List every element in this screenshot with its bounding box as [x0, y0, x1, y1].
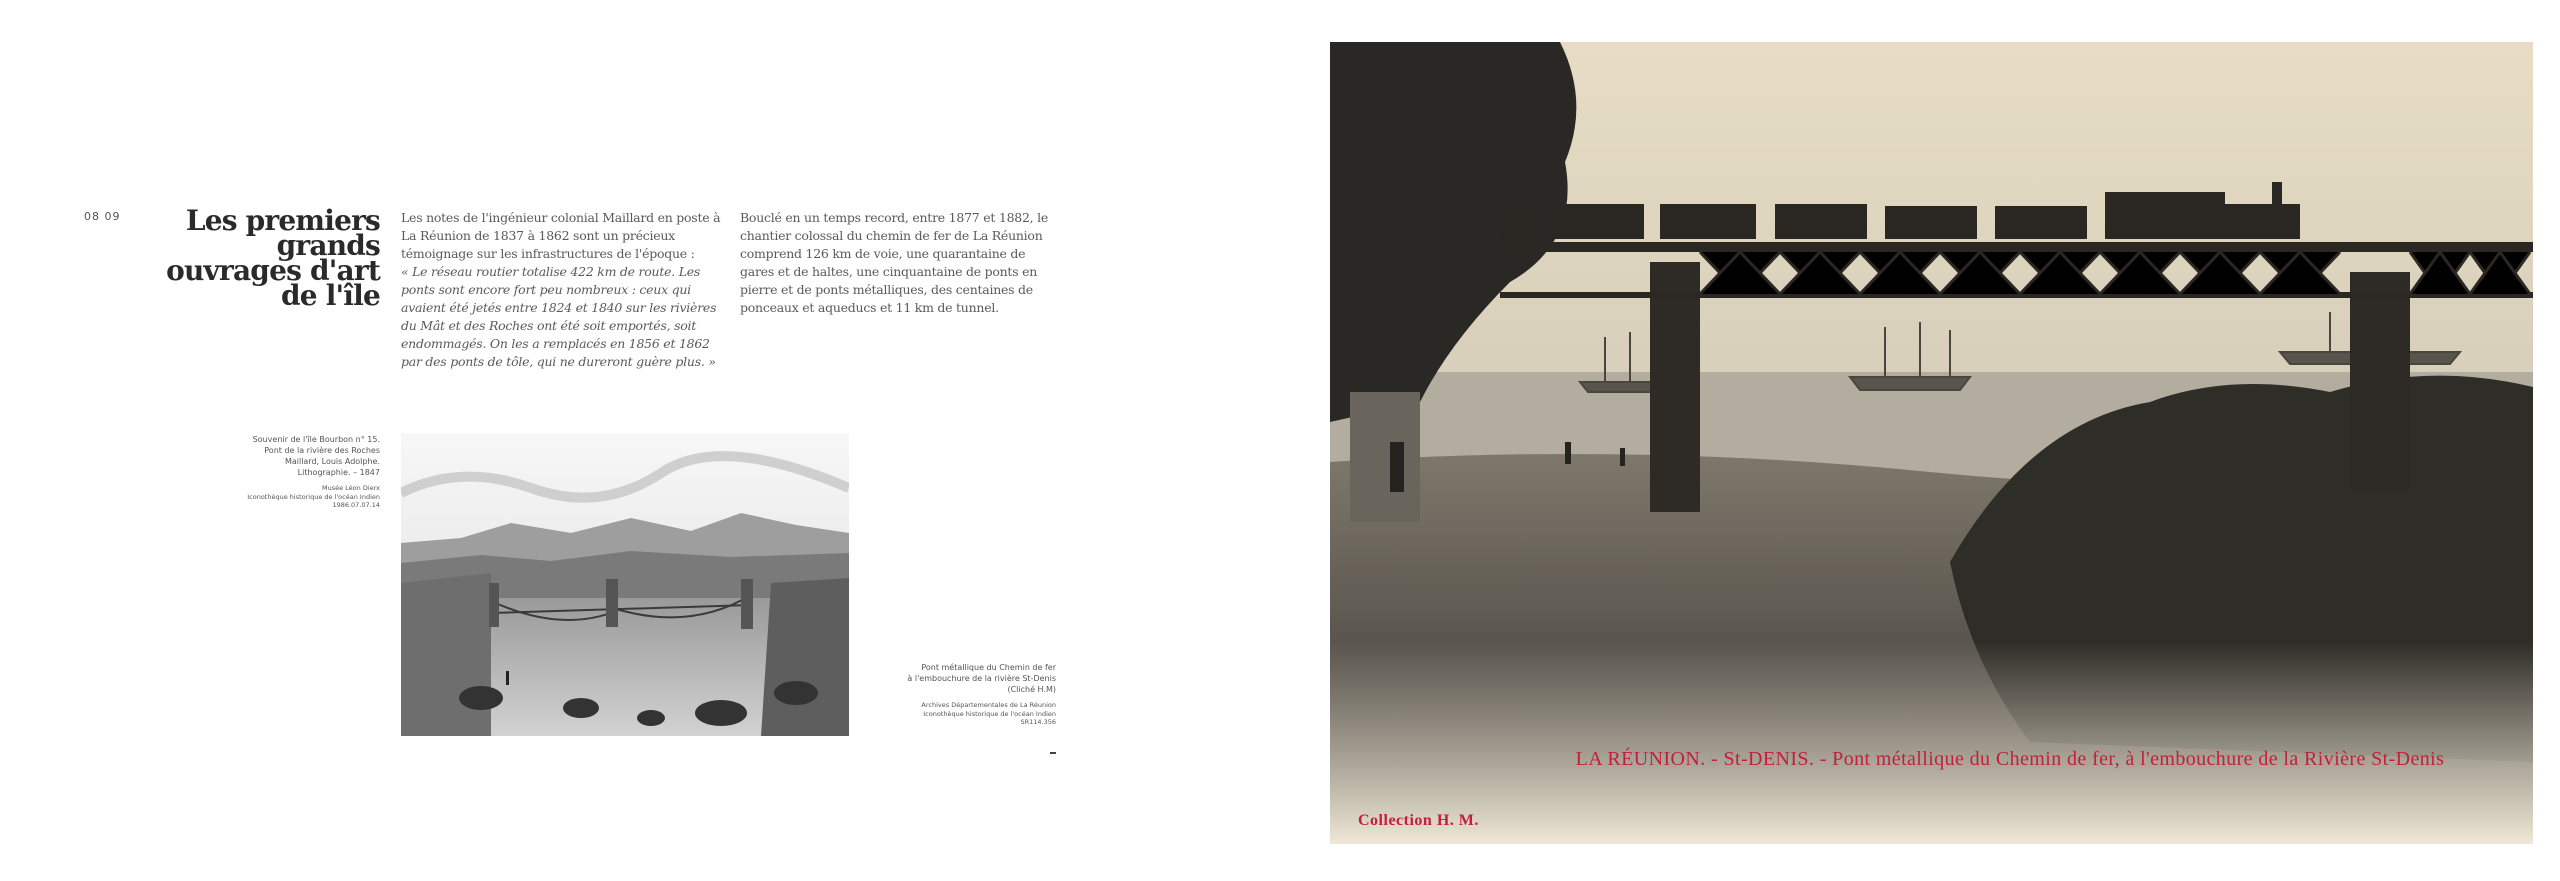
caption-end-mark [1050, 752, 1056, 754]
caption-credit [220, 484, 380, 510]
credit-line: Iconothèque historique de l'océan Indien [923, 709, 1056, 718]
railway-paragraph: Bouclé en un temps record, entre 1877 et 1882, le chantier colossal du chemin de fer de La Réunion comprend 126 km de voie, une quarantaine de gares et de haltes, une cinquantaine de ponts en pierre et de ponts métalliques, des centaines de ponceaux et aqueducs et 11 km de tunnel. [740, 210, 1049, 315]
lithograph-image [401, 433, 849, 736]
caption-line: (Cliché H.M) [1007, 685, 1056, 694]
title-line: grands [276, 229, 380, 262]
lithograph-bridge-illustration [401, 433, 849, 736]
page-numbers: 08 09 [84, 210, 121, 223]
text-column-1 [401, 209, 721, 371]
postcard-collection: Collection H. M. [1358, 812, 1479, 829]
caption-credit [880, 701, 1056, 727]
caption-line: Souvenir de l'île Bourbon n° 15. [252, 435, 380, 444]
credit-line: Archives Départementales de La Réunion [921, 701, 1056, 709]
caption-line: à l'embouchure de la rivière St-Denis [907, 674, 1056, 683]
postcard-caption: LA RÉUNION. - St-DENIS. - Pont métallique du Chemin de fer, à l'embouchure de la Rivière St-Denis [1575, 748, 2445, 770]
title-line: Les premiers [185, 204, 380, 237]
credit-line: SR114.356 [1020, 718, 1056, 726]
postcard-photo [1330, 42, 2533, 844]
caption-line: Pont de la rivière des Roches [264, 446, 380, 455]
litho-caption [220, 434, 380, 510]
caption-line: Pont métallique du Chemin de fer [921, 663, 1056, 672]
credit-line: Iconothèque historique de l'océan Indien [247, 492, 380, 501]
intro-paragraph: Les notes de l'ingénieur colonial Maillard en poste à La Réunion de 1837 à 1862 sont un précieux témoignage sur les infrastructures de l'époque : [401, 210, 721, 261]
railway-bridge-photograph [1330, 42, 2533, 844]
page-title [150, 204, 380, 312]
text-column-2 [740, 209, 1062, 317]
title-line: ouvrages d'art [166, 254, 380, 287]
credit-line: Musée Léon Dierx [321, 484, 380, 492]
quote-text: « Le réseau routier totalise 422 km de route. Les ponts sont encore fort peu nombreux : ceux qui avaient été jetés entre 1824 et 1840 sur les rivières du Mât et des Roches ont été soit emportés, soit endommagés. On les a remplacés en 1856 et 1862 par des ponts de tôle, qui ne dureront guère plus. » [401, 264, 717, 369]
maillard-quote [401, 263, 721, 371]
title-line: de l'île [280, 279, 380, 312]
credit-line: 1986.07.07.14 [332, 501, 380, 509]
caption-line: Lithographie. – 1847 [297, 468, 380, 477]
photo-caption [880, 662, 1056, 727]
caption-line: Maillard, Louis Adolphe. [284, 457, 380, 466]
